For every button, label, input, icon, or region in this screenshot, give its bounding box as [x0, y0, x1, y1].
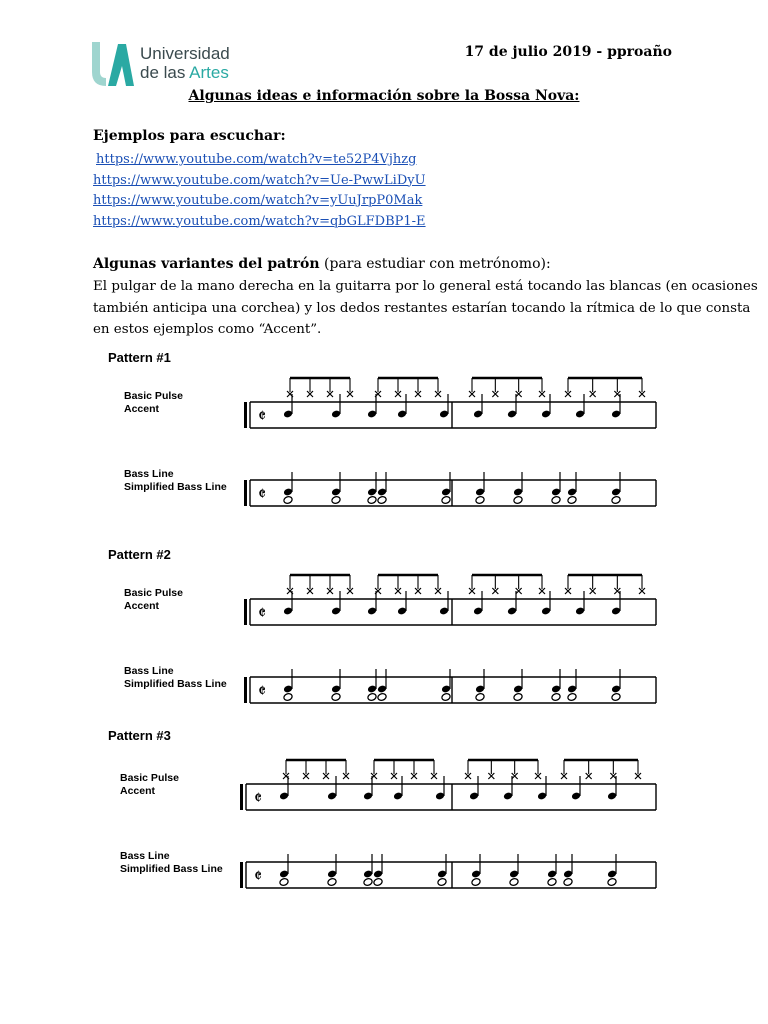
youtube-link-2[interactable]: https://www.youtube.com/watch?v=Ue-PwwLiDyU: [93, 172, 426, 188]
half-note-head: [471, 878, 481, 887]
half-note-head: [283, 693, 293, 702]
pattern-2-figure: [100, 547, 670, 722]
half-note-head: [563, 878, 573, 887]
pulse-beam-group: [371, 760, 437, 779]
half-note-head: [367, 693, 377, 702]
cut-time-symbol: 𝄵: [254, 866, 263, 887]
cut-time-symbol: 𝄵: [258, 406, 267, 427]
half-note-head: [327, 878, 337, 887]
half-note-head: [607, 878, 617, 887]
upper-label: Basic Pulse Accent: [120, 772, 179, 797]
half-note-head: [441, 496, 451, 505]
lower-staff: [240, 854, 656, 888]
lower-label: Bass Line Simplified Bass Line: [124, 665, 227, 690]
logo-line-2: de las Artes: [140, 63, 229, 82]
half-note-head: [283, 496, 293, 505]
ua-logo-mark-icon: [90, 42, 134, 86]
pattern-title: Pattern #3: [108, 728, 171, 743]
youtube-link-1[interactable]: https://www.youtube.com/watch?v=te52P4Vjhzg: [96, 152, 417, 167]
half-note-head: [373, 878, 383, 887]
paragraph-line-1: El pulgar de la mano derecha en la guitarra por lo general está tocando las blancas (en ocasiones: [93, 279, 758, 294]
half-note-head: [475, 496, 485, 505]
half-note-head: [475, 693, 485, 702]
upper-staff: [244, 394, 656, 428]
half-note-head: [367, 496, 377, 505]
half-note-head: [551, 496, 561, 505]
cut-time-symbol: 𝄵: [258, 603, 267, 624]
half-note-head: [509, 878, 519, 887]
pattern-title: Pattern #1: [108, 350, 171, 365]
lower-label: Bass Line Simplified Bass Line: [124, 468, 227, 493]
pulse-beam-group: [565, 378, 645, 397]
variants-heading: Algunas variantes del patrón (para estudiar con metrónomo):: [93, 256, 551, 272]
half-note-head: [377, 693, 387, 702]
pulse-beam-group: [565, 575, 645, 594]
half-note-head: [513, 496, 523, 505]
example-links: [93, 150, 426, 232]
pulse-beam-group: [469, 575, 545, 594]
half-note-head: [331, 693, 341, 702]
notation-svg: [100, 350, 670, 530]
half-note-head: [363, 878, 373, 887]
pulse-beam-group: [287, 378, 353, 397]
pulse-beam-group: [283, 760, 349, 779]
lower-staff: [244, 669, 656, 703]
notation-svg: [100, 547, 670, 727]
paragraph-line-2: también anticipa una corchea) y los dedos restantes estarían tocando la rítmica de lo que consta: [93, 300, 751, 316]
half-note-head: [279, 878, 289, 887]
upper-label: Basic Pulse Accent: [124, 390, 183, 415]
half-note-head: [377, 496, 387, 505]
cut-time-symbol: 𝄵: [258, 681, 267, 702]
explanation-paragraph: [93, 276, 758, 341]
pulse-beam-group: [375, 378, 441, 397]
cut-time-symbol: 𝄵: [258, 484, 267, 505]
document-title: Algunas ideas e información sobre la Bossa Nova:: [188, 88, 580, 104]
pulse-beam-group: [465, 760, 541, 779]
cut-time-symbol: 𝄵: [254, 788, 263, 809]
pulse-beam-group: [375, 575, 441, 594]
pulse-beam-group: [287, 575, 353, 594]
half-note-head: [513, 693, 523, 702]
youtube-link-3[interactable]: https://www.youtube.com/watch?v=yUuJrpP0Mak: [93, 193, 423, 208]
lower-label: Bass Line Simplified Bass Line: [120, 850, 223, 875]
upper-staff: [240, 776, 656, 810]
pattern-title: Pattern #2: [108, 547, 171, 562]
university-logo: [90, 42, 240, 86]
upper-label: Basic Pulse Accent: [124, 587, 183, 612]
pattern-3-figure: [100, 728, 670, 908]
document-date: 17 de julio 2019 - pproaño: [464, 44, 672, 60]
half-note-head: [551, 693, 561, 702]
half-note-head: [567, 693, 577, 702]
half-note-head: [331, 496, 341, 505]
half-note-head: [611, 693, 621, 702]
paragraph-line-3: en estos ejemplos como “Accent”.: [93, 322, 322, 337]
pulse-beam-group: [561, 760, 641, 779]
pulse-beam-group: [469, 378, 545, 397]
lower-staff: [244, 472, 656, 506]
logo-line-1: Universidad: [140, 44, 230, 63]
half-note-head: [441, 693, 451, 702]
half-note-head: [611, 496, 621, 505]
examples-heading: Ejemplos para escuchar:: [93, 128, 286, 144]
notation-svg: [100, 728, 670, 908]
pattern-1-figure: [100, 350, 670, 525]
youtube-link-4[interactable]: https://www.youtube.com/watch?v=qbGLFDBP1-E: [93, 213, 426, 229]
half-note-head: [567, 496, 577, 505]
upper-staff: [244, 591, 656, 625]
half-note-head: [437, 878, 447, 887]
half-note-head: [547, 878, 557, 887]
